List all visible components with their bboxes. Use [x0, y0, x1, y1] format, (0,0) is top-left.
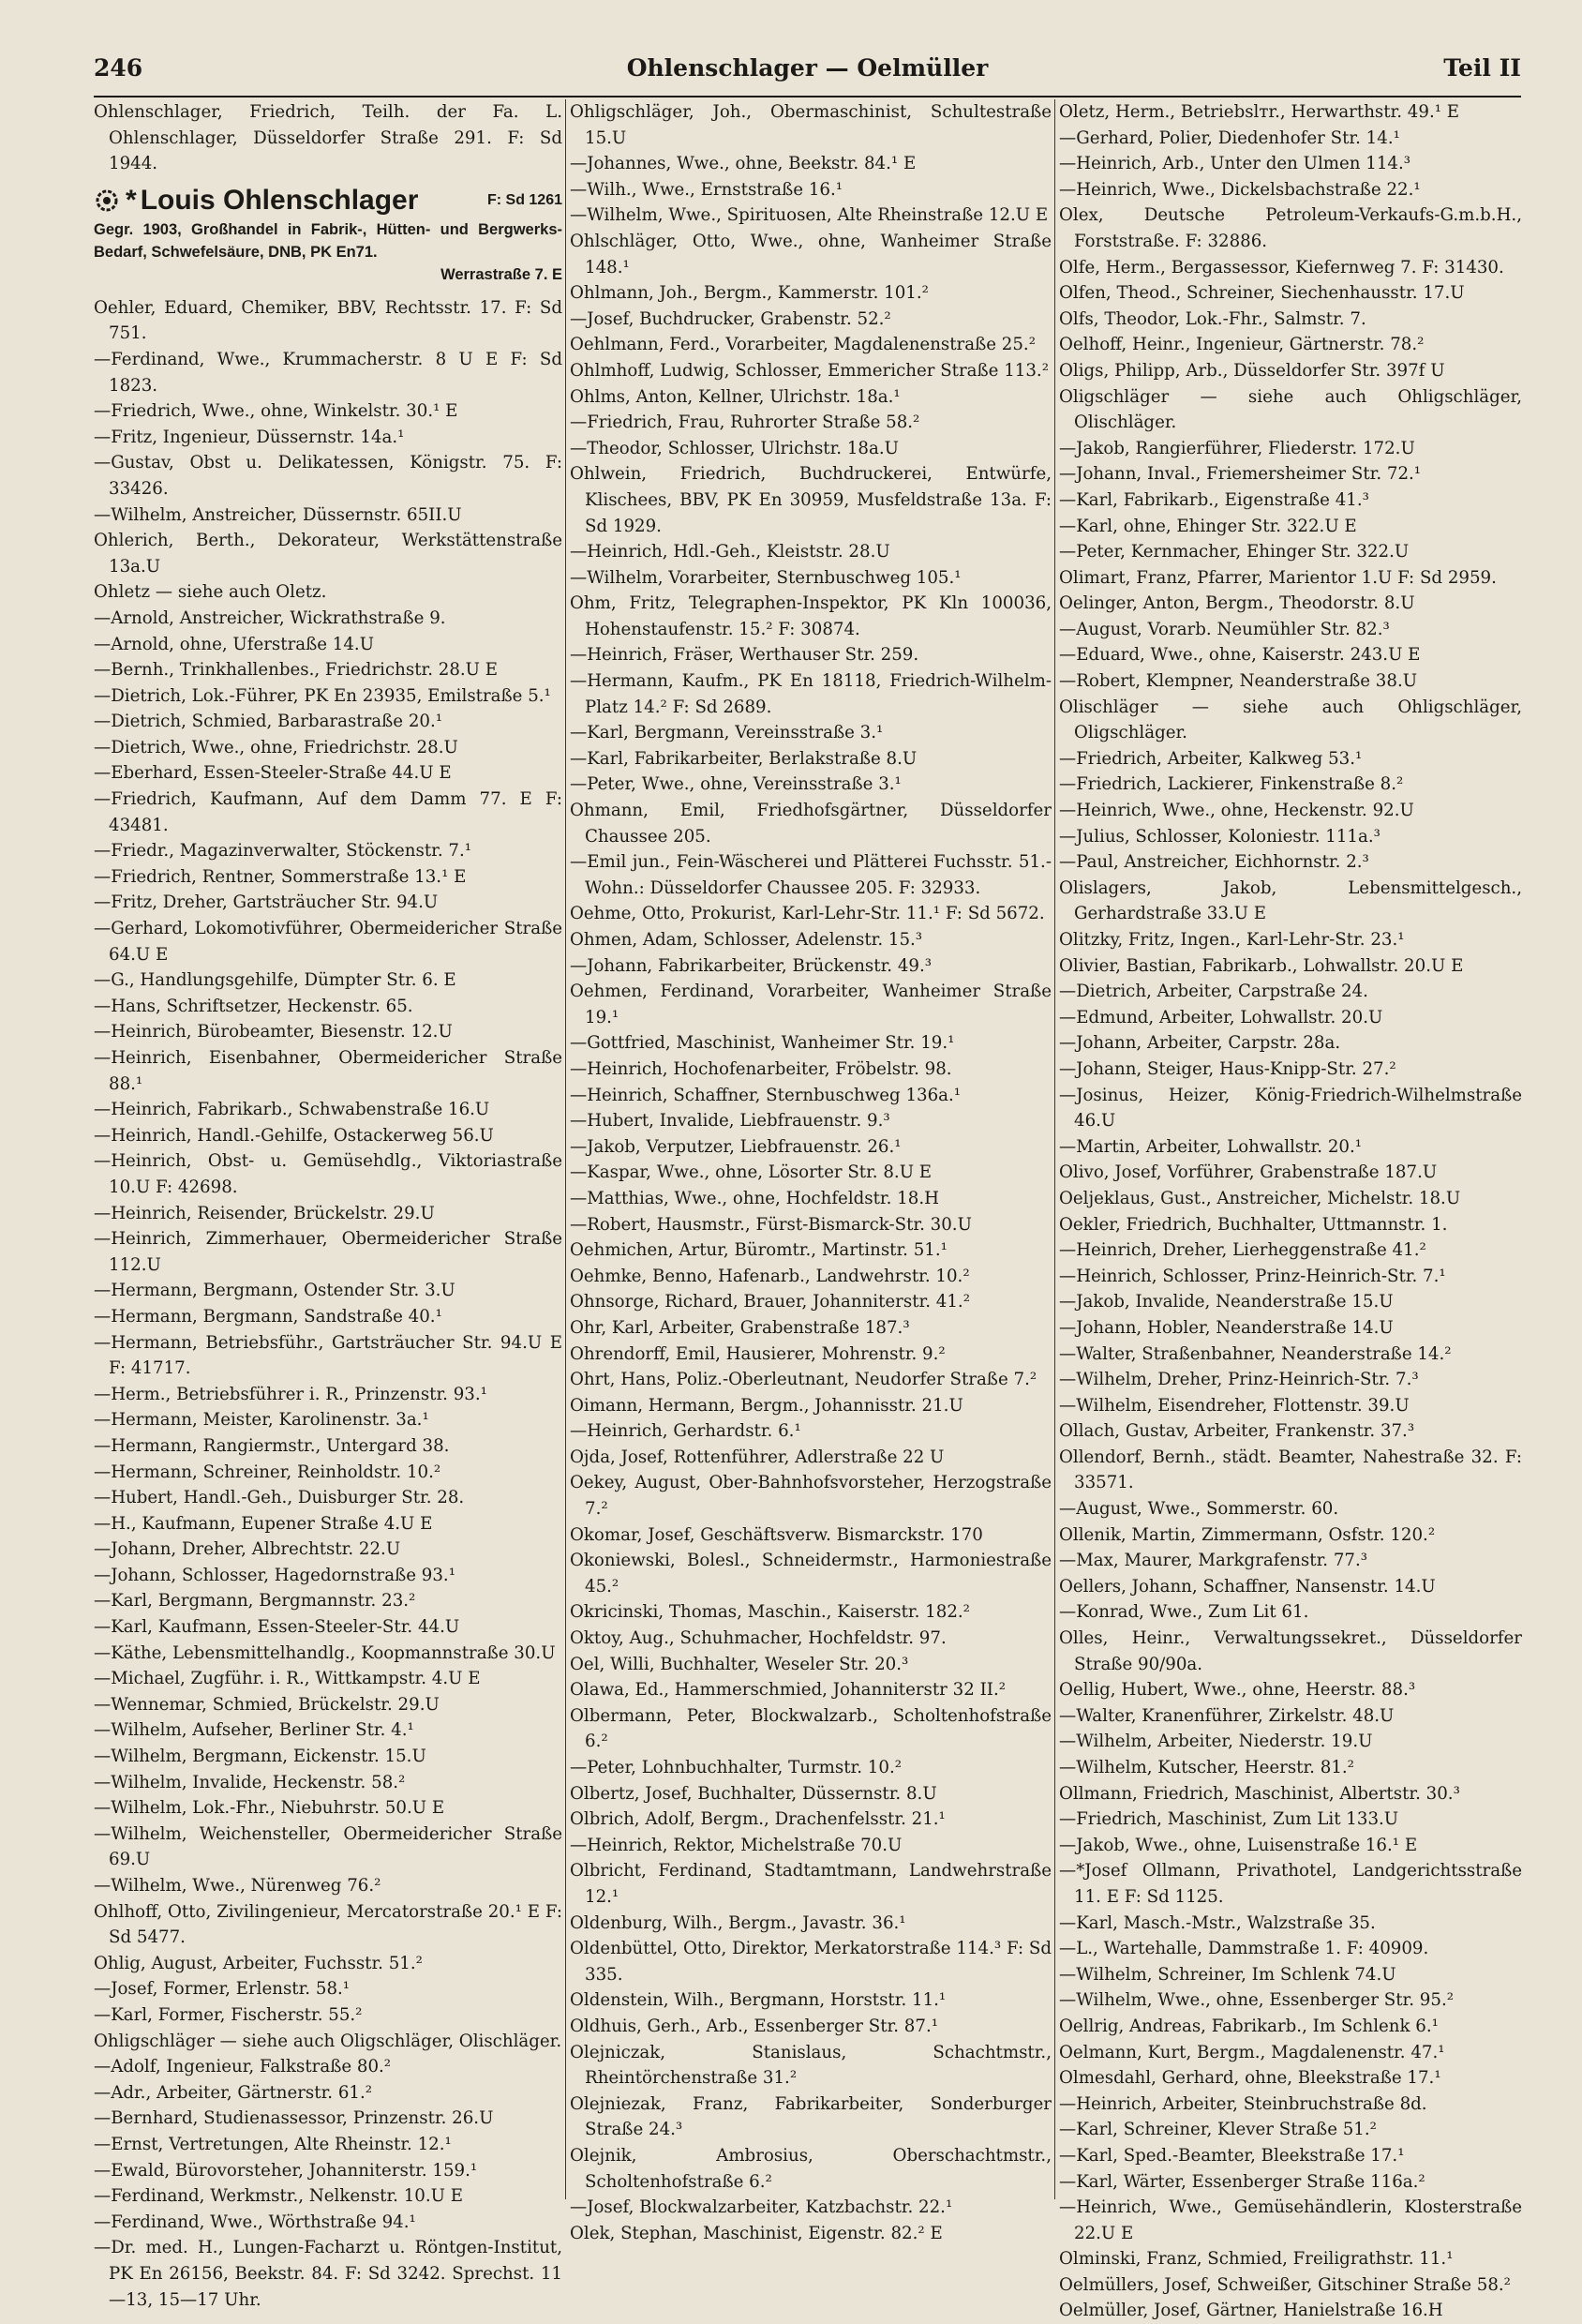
directory-entry: Ohlwein, Friedrich, Buchdruckerei, Entwürfe, Klischees, BBV, PK En 30959, Musfeldstraße 13a. F: Sd 1929. — [570, 464, 1052, 536]
column-divider — [565, 99, 566, 2199]
directory-entry: —Friedrich, Maschinist, Zum Lit 133.U — [1059, 1809, 1399, 1830]
directory-entry: —Wilhelm, Wwe., ohne, Essenberger Str. 95.² — [1059, 1990, 1455, 2011]
directory-entry: —Fritz, Ingenieur, Düssernstr. 14a.¹ — [94, 427, 405, 447]
directory-entry: —Peter, Kernmacher, Ehinger Str. 322.U — [1059, 542, 1410, 562]
directory-entry: —Karl, ohne, Ehinger Str. 322.U E — [1059, 516, 1357, 536]
directory-entry: Oelinger, Anton, Bergm., Theodorstr. 8.U — [1059, 593, 1415, 614]
directory-entry: —Walter, Kranenführer, Zirkelstr. 48.U — [1059, 1705, 1395, 1726]
directory-entry: Oellers, Johann, Schaffner, Nansenstr. 14.U — [1059, 1576, 1436, 1597]
directory-entry: —Karl, Schreiner, Klever Straße 51.² — [1059, 2120, 1377, 2140]
directory-entry: —Heinrich, Arbeiter, Steinbruchstraße 8d. — [1059, 2093, 1427, 2114]
directory-entry: —Karl, Bergmann, Vereinsstraße 3.¹ — [570, 723, 884, 743]
directory-entry: Ohrendorff, Emil, Hausierer, Mohrenstr. 9.² — [570, 1343, 946, 1364]
directory-entry: —Heinrich, Fräser, Werthauser Str. 259. — [570, 645, 919, 666]
directory-entry: Okoniewski, Bolesl., Schneidermstr., Harmoniestraße 45.² — [570, 1551, 1052, 1597]
directory-entry: —Friedrich, Wwe., ohne, Winkelstr. 30.¹ E — [94, 401, 458, 422]
directory-entry: —Heinrich, Arb., Unter den Ulmen 114.³ — [1059, 154, 1411, 174]
directory-entry: —Wilhelm, Dreher, Prinz-Heinrich-Str. 7.³ — [1059, 1370, 1419, 1390]
directory-entry: Olimart, Franz, Pfarrer, Marientor 1.U F: Sd 2959. — [1059, 567, 1497, 588]
page-number: 246 — [94, 54, 143, 82]
directory-entry: Olbricht, Ferdinand, Stadtamtmann, Landwehrstraße 12.¹ — [570, 1861, 1052, 1907]
directory-entry: —Heinrich, Hdl.-Geh., Kleiststr. 28.U — [570, 542, 890, 562]
directory-entry: Olek, Stephan, Maschinist, Eigenstr. 82.² E — [570, 2223, 943, 2243]
directory-entry: —Wilhelm, Vorarbeiter, Sternbuschweg 105.¹ — [570, 567, 962, 588]
directory-entry: Oelhoff, Heinr., Ingenieur, Gärtnerstr. 78.² — [1059, 335, 1425, 355]
directory-entry: Oehler, Eduard, Chemiker, BBV, Rechtsstr. 17. F: Sd 751. — [94, 297, 562, 344]
directory-entry: —Johann, Arbeiter, Carpstr. 28a. — [1059, 1033, 1341, 1054]
directory-entry: Ohlenschlager, Friedrich, Teilh. der Fa. L. Ohlenschlager, Düsseldorfer Straße 291. F: Sd 1944. — [94, 102, 562, 174]
directory-entry: Ohlms, Anton, Kellner, Ulrichstr. 18a.¹ — [570, 386, 901, 407]
section-label: Teil II — [1443, 54, 1521, 82]
ad-company-name: Louis Ohlenschlager — [140, 184, 419, 216]
directory-entry: —Heinrich, Fabrikarb., Schwabenstraße 16.U — [94, 1100, 490, 1120]
directory-entry: —Karl, Bergmann, Bergmannstr. 23.² — [94, 1591, 416, 1612]
running-title: Ohlenschlager — Oelmüller — [626, 54, 989, 82]
header-rule — [94, 96, 1521, 97]
directory-entry: Olfs, Theodor, Lok.-Fhr., Salmstr. 7. — [1059, 308, 1366, 329]
directory-entry: Ollmann, Friedrich, Maschinist, Albertstr. 30.³ — [1059, 1783, 1460, 1804]
directory-entry: Ollenik, Martin, Zimmermann, Osfstr. 120.² — [1059, 1524, 1436, 1545]
directory-entry: —Paul, Anstreicher, Eichhornstr. 2.³ — [1059, 852, 1369, 873]
directory-entry: —Josef, Blockwalzarbeiter, Katzbachstr. 22.¹ — [570, 2197, 953, 2218]
directory-entry: Olitzky, Fritz, Ingen., Karl-Lehr-Str. 23.¹ — [1059, 930, 1405, 950]
directory-entry: —Karl, Masch.-Mstr., Walzstraße 35. — [1059, 1912, 1376, 1933]
directory-entry: —Wilhelm, Schreiner, Im Schlenk 74.U — [1059, 1964, 1396, 1985]
directory-entry: —Karl, Fabrikarb., Eigenstraße 41.³ — [1059, 489, 1369, 510]
directory-entry: Oldenbüttel, Otto, Direktor, Merkatorstraße 114.³ F: Sd 335. — [570, 1939, 1052, 1985]
directory-entry: —Jakob, Invalide, Neanderstraße 15.U — [1059, 1292, 1394, 1312]
directory-entry: —Heinrich, Schaffner, Sternbuschweg 136a.¹ — [570, 1085, 962, 1105]
directory-entry: —Johann, Schlosser, Hagedornstraße 93.¹ — [94, 1565, 455, 1585]
directory-entry: Okomar, Josef, Geschäftsverw. Bismarckstr. 170 — [570, 1524, 983, 1545]
directory-entry: —Adr., Arbeiter, Gärtnerstr. 61.² — [94, 2082, 373, 2103]
page-header — [94, 54, 1521, 96]
directory-entry: —Eberhard, Essen-Steeler-Straße 44.U E — [94, 763, 452, 784]
directory-entry: —Dr. med. H., Lungen-Facharzt u. Röntgen-Institut, PK En 26156, Beekstr. 84. F: Sd 3242. Sprechst. 11—13, 15—17 Uhr. — [94, 2238, 562, 2310]
directory-entry: —Heinrich, Schlosser, Prinz-Heinrich-Str. 7.¹ — [1059, 1266, 1446, 1286]
directory-entry: Oehmen, Ferdinand, Vorarbeiter, Wanheimer Straße 19.¹ — [570, 982, 1052, 1027]
directory-entry: —Theodor, Schlosser, Ulrichstr. 18a.U — [570, 438, 899, 458]
directory-entry: —Heinrich, Wwe., Gemüsehändlerin, Klosterstraße 22.U E — [1059, 2197, 1522, 2243]
directory-entry: —Gerhard, Polier, Diedenhofer Str. 14.¹ — [1059, 127, 1400, 148]
directory-entry: Olejniczak, Stanislaus, Schachtmstr., Rheintörchenstraße 31.² — [570, 2042, 1052, 2089]
directory-entry: —Wilhelm, Anstreicher, Düssernstr. 65II.U — [94, 504, 462, 525]
directory-entry: —Wilhelm, Eisendreher, Flottenstr. 39.U — [1059, 1395, 1410, 1416]
directory-entry: —August, Vorarb. Neumühler Str. 82.³ — [1059, 619, 1390, 639]
directory-entry: —Friedr., Magazinverwalter, Stöckenstr. 7.¹ — [94, 841, 472, 862]
directory-entry: —Fritz, Dreher, Gartsträucher Str. 94.U — [94, 892, 439, 913]
company-logo-icon — [94, 187, 120, 214]
directory-entry: Olfen, Theod., Schreiner, Siechenhausstr. 17.U — [1059, 283, 1465, 304]
directory-entry: —Jakob, Wwe., ohne, Luisenstraße 16.¹ E — [1059, 1835, 1418, 1855]
directory-entry: Ohlmhoff, Ludwig, Schlosser, Emmericher Straße 113.² — [570, 360, 1049, 381]
directory-entry: —Wilhelm, Bergmann, Eickenstr. 15.U — [94, 1747, 426, 1767]
directory-entry: —Heinrich, Obst- u. Gemüsehdlg., Viktoriastraße 10.U F: 42698. — [94, 1151, 562, 1197]
directory-entry: —Matthias, Wwe., ohne, Hochfeldstr. 18.H — [570, 1188, 939, 1208]
directory-entry: —Hermann, Rangiermstr., Untergard 38. — [94, 1435, 450, 1456]
directory-entry: —Käthe, Lebensmittelhandlg., Koopmannstraße 30.U — [94, 1642, 556, 1663]
directory-entry: —Friedrich, Rentner, Sommerstraße 13.¹ E — [94, 866, 467, 887]
directory-entry: —Heinrich, Gerhardstr. 6.¹ — [570, 1421, 801, 1442]
directory-entry: Olbermann, Peter, Blockwalzarb., Scholtenhofstraße 6.² — [570, 1705, 1052, 1752]
directory-entry: Oeljeklaus, Gust., Anstreicher, Michelstr. 18.U — [1059, 1188, 1461, 1208]
directory-entry: —Adolf, Ingenieur, Falkstraße 80.² — [94, 2057, 392, 2077]
directory-entry: —Arnold, ohne, Uferstraße 14.U — [94, 634, 375, 654]
directory-entry: Olivo, Josef, Vorführer, Grabenstraße 187.U — [1059, 1162, 1438, 1183]
directory-entry: —Wilhelm, Aufseher, Berliner Str. 4.¹ — [94, 1720, 414, 1741]
directory-entry: —Friedrich, Lackierer, Finkenstraße 8.² — [1059, 774, 1404, 795]
directory-entry: Oligschläger — siehe auch Ohligschläger, Olischläger. — [1059, 386, 1522, 433]
directory-entry: —Wilhelm, Wwe., Spirituosen, Alte Rheinstraße 12.U E — [570, 205, 1049, 226]
directory-entry: —Hermann, Meister, Karolinenstr. 3a.¹ — [94, 1410, 429, 1431]
directory-entry: —Hans, Schriftsetzer, Heckenstr. 65. — [94, 996, 413, 1016]
directory-entry: Oehmichen, Artur, Büromtr., Martinstr. 51.¹ — [570, 1240, 948, 1261]
directory-entry: Ohligschläger — siehe auch Oligschläger, Olischläger. — [94, 2031, 562, 2051]
directory-entry: —Gerhard, Lokomotivführer, Obermeidericher Straße 64.U E — [94, 919, 562, 965]
directory-entry: —H., Kaufmann, Eupener Straße 4.U E — [94, 1513, 433, 1534]
directory-entry: Olejniezak, Franz, Fabrikarbeiter, Sonderburger Straße 24.³ — [570, 2093, 1052, 2140]
directory-entry: —Johann, Hobler, Neanderstraße 14.U — [1059, 1317, 1394, 1338]
ad-description: Gegr. 1903, Großhandel in Fabrik-, Hütten- und Bergwerks-Bedarf, Schwefelsäure, DNB, PK En71. — [94, 220, 562, 261]
directory-entry: Oel, Willi, Buchhalter, Weseler Str. 20.³ — [570, 1654, 909, 1674]
directory-entry: —Dietrich, Lok.-Führer, PK En 23935, Emilstraße 5.¹ — [94, 685, 551, 706]
directory-entry: —Arnold, Anstreicher, Wickrathstraße 9. — [94, 607, 446, 628]
directory-entry: —Ferdinand, Wwe., Krummacherstr. 8 U E F: Sd 1823. — [94, 349, 562, 396]
directory-entry: —Dietrich, Arbeiter, Carpstraße 24. — [1059, 982, 1368, 1002]
directory-entry: —Josinus, Heizer, König-Friedrich-Wilhelmstraße 46.U — [1059, 1085, 1522, 1132]
directory-entry: Olmesdahl, Gerhard, ohne, Bleekstraße 17.¹ — [1059, 2068, 1441, 2089]
directory-entry: —Michael, Zugführ. i. R., Wittkampstr. 4.U E — [94, 1669, 481, 1689]
directory-entry: Ohnsorge, Richard, Brauer, Johanniterstr. 41.² — [570, 1292, 970, 1312]
directory-entry: —Josef, Former, Erlenstr. 58.¹ — [94, 1979, 351, 2000]
directory-entry: Oletz, Herm., Betriebslтr., Herwarthstr. 49.¹ E — [1059, 102, 1460, 122]
directory-entry: Oldenstein, Wilh., Bergmann, Horststr. 11.¹ — [570, 1990, 947, 2011]
directory-entry: —Heinrich, Wwe., Dickelsbachstraße 22.¹ — [1059, 179, 1421, 200]
ad-address: Werrastraße 7. E — [440, 265, 562, 283]
directory-entry: Ohmen, Adam, Schlosser, Adelenstr. 15.³ — [570, 930, 923, 950]
directory-entry: —Hermann, Schreiner, Reinholdstr. 10.² — [94, 1462, 441, 1482]
directory-entry: —Hermann, Kaufm., PK En 18118, Friedrich-Wilhelm-Platz 14.² F: Sd 2689. — [570, 671, 1052, 717]
directory-entry: Ohlschläger, Otto, Wwe., ohne, Wanheimer Straße 148.¹ — [570, 231, 1052, 277]
directory-entry: —Heinrich, Zimmerhauer, Obermeidericher Straße 112.U — [94, 1229, 562, 1275]
directory-entry: —Bernh., Trinkhallenbes., Friedrichstr. 28.U E — [94, 660, 499, 681]
directory-entry: —Karl, Fabrikarbeiter, Berlakstraße 8.U — [570, 748, 918, 769]
directory-entry: —L., Wartehalle, Dammstraße 1. F: 40909. — [1059, 1939, 1429, 1959]
directory-entry: —Hermann, Betriebsführ., Gartsträucher Str. 94.U E F: 41717. — [94, 1332, 562, 1379]
column-1 — [94, 99, 562, 2310]
directory-entry: —Bernhard, Studienassessor, Prinzenstr. 26.U — [94, 2108, 494, 2129]
directory-entry: Olivier, Bastian, Fabrikarb., Lohwallstr. 20.U E — [1059, 955, 1464, 976]
directory-entry: —Ferdinand, Wwe., Wörthstraße 94.¹ — [94, 2212, 416, 2232]
directory-entry: Olles, Heinr., Verwaltungssekret., Düsseldorfer Straße 90/90a. — [1059, 1628, 1522, 1674]
directory-entry: —Wilhelm, Wwe., Nürenweg 76.² — [94, 1876, 381, 1896]
directory-entry: —Hubert, Handl.-Geh., Duisburger Str. 28. — [94, 1488, 465, 1508]
directory-entry: —Hubert, Invalide, Liebfrauenstr. 9.³ — [570, 1111, 890, 1132]
directory-entry: —Emil jun., Fein-Wäscherei und Plätterei Fuchsstr. 51.- Wohn.: Düsseldorfer Chaussee 205. F: 32933. — [570, 852, 1052, 898]
directory-entry: Olfe, Herm., Bergassessor, Kiefernweg 7. F: 31430. — [1059, 257, 1504, 277]
directory-entry: —Wilhelm, Invalide, Heckenstr. 58.² — [94, 1772, 406, 1792]
directory-entry: —Dietrich, Wwe., ohne, Friedrichstr. 28.U — [94, 737, 458, 757]
directory-entry: —Friedrich, Kaufmann, Auf dem Damm 77. E F: 43481. — [94, 789, 562, 835]
directory-entry: —Karl, Sped.-Beamter, Bleekstraße 17.¹ — [1059, 2145, 1405, 2166]
directory-entry: Ohlig, August, Arbeiter, Fuchsstr. 51.² — [94, 1953, 423, 1973]
directory-entry: Ohmann, Emil, Friedhofsgärtner, Düsseldorfer Chaussee 205. — [570, 801, 1052, 847]
column-3 — [1059, 99, 1522, 2321]
directory-entry: Oehlmann, Ferd., Vorarbeiter, Magdalenenstraße 25.² — [570, 335, 1037, 355]
directory-entry: Olex, Deutsche Petroleum-Verkaufs-G.m.b.H., Forststraße. F: 32886. — [1059, 205, 1522, 251]
directory-entry: Olawa, Ed., Hammerschmied, Johanniterstr 32 II.² — [570, 1680, 1007, 1701]
directory-entry: Ohr, Karl, Arbeiter, Grabenstraße 187.³ — [570, 1317, 910, 1338]
directory-entry: Oellig, Hubert, Wwe., ohne, Heerstr. 88.³ — [1059, 1680, 1416, 1701]
directory-entry: Oelmüllers, Josef, Schweißer, Gitschiner Straße 58.² — [1059, 2274, 1511, 2295]
directory-entry: —Gustav, Obst u. Delikatessen, Königstr. 75. F: 33426. — [94, 453, 562, 499]
directory-entry: Olischläger — siehe auch Ohligschläger, Oligschläger. — [1059, 697, 1522, 743]
directory-entry: —Dietrich, Schmied, Barbarastraße 20.¹ — [94, 712, 443, 732]
directory-entry: —*Josef Ollmann, Privathotel, Landgerichtsstraße 11. E F: Sd 1125. — [1059, 1861, 1522, 1907]
directory-entry: Oekler, Friedrich, Buchhalter, Uttmannstr. 1. — [1059, 1214, 1448, 1235]
directory-entry: —Wilhelm, Lok.-Fhr., Niebuhrstr. 50.U E — [94, 1798, 445, 1819]
directory-entry: Oligs, Philipp, Arb., Düsseldorfer Str. 397f U — [1059, 360, 1445, 381]
directory-entry: —Heinrich, Eisenbahner, Obermeidericher Straße 88.¹ — [94, 1048, 562, 1094]
directory-entry: —Friedrich, Frau, Ruhrorter Straße 58.² — [570, 412, 920, 433]
directory-entry: Ollendorf, Bernh., städt. Beamter, Nahestraße 32. F: 33571. — [1059, 1447, 1522, 1493]
directory-entry: —Wilh., Wwe., Ernststraße 16.¹ — [570, 179, 843, 200]
directory-entry: —Josef, Buchdrucker, Grabenstr. 52.² — [570, 308, 891, 329]
directory-entry: —Heinrich, Handl.-Gehilfe, Ostackerweg 56.U — [94, 1125, 494, 1146]
directory-entry: —Kaspar, Wwe., ohne, Lösorter Str. 8.U E — [570, 1162, 933, 1183]
directory-entry: Oktoy, Aug., Schuhmacher, Hochfeldstr. 97. — [570, 1628, 947, 1649]
directory-entry: Olbertz, Josef, Buchhalter, Düssernstr. 8.U — [570, 1783, 937, 1804]
directory-entry: —Karl, Wärter, Essenberger Straße 116a.² — [1059, 2171, 1425, 2192]
directory-entry: —Max, Maurer, Markgrafenstr. 77.³ — [1059, 1551, 1368, 1571]
directory-entry: —Herm., Betriebsführer i. R., Prinzenstr. 93.¹ — [94, 1384, 487, 1404]
directory-entry: —Johann, Fabrikarbeiter, Brückenstr. 49.³ — [570, 955, 933, 976]
directory-entry: —Ferdinand, Werkmstr., Nelkenstr. 10.U E — [94, 2186, 464, 2207]
directory-entry: Ohlhoff, Otto, Zivilingenieur, Mercatorstraße 20.¹ E F: Sd 5477. — [94, 1901, 562, 1948]
directory-entry: —Robert, Hausmstr., Fürst-Bismarck-Str. 30.U — [570, 1214, 972, 1235]
directory-entry: —Jakob, Rangierführer, Fliederstr. 172.U — [1059, 438, 1415, 458]
directory-entry: Ojda, Josef, Rottenführer, Adlerstraße 22 U — [570, 1447, 945, 1467]
directory-entry: —Martin, Arbeiter, Lohwallstr. 20.¹ — [1059, 1136, 1363, 1157]
column-divider — [1054, 99, 1055, 2199]
directory-entry: —Heinrich, Bürobeamter, Biesenstr. 12.U — [94, 1022, 453, 1042]
directory-entry: —Wennemar, Schmied, Brückelstr. 29.U — [94, 1694, 440, 1715]
directory-entry: Ohlmann, Joh., Bergm., Kammerstr. 101.² — [570, 283, 929, 304]
directory-entry: Oellrig, Andreas, Fabrikarb., Im Schlenk 6.¹ — [1059, 2016, 1439, 2036]
directory-entry: —Johann, Steiger, Haus-Knipp-Str. 27.² — [1059, 1058, 1396, 1079]
directory-entry: Ohm, Fritz, Telegraphen-Inspektor, PK Kln 100036, Hohenstaufenstr. 15.² F: 30874. — [570, 593, 1052, 639]
directory-entry: —Johann, Inval., Friemersheimer Str. 72.¹ — [1059, 464, 1422, 485]
directory-entry: —Robert, Klempner, Neanderstraße 38.U — [1059, 671, 1418, 692]
directory-entry: —Jakob, Verputzer, Liebfrauenstr. 26.¹ — [570, 1136, 902, 1157]
directory-entry: Oimann, Hermann, Bergm., Johannisstr. 21.U — [570, 1395, 963, 1416]
directory-entry: Oldenburg, Wilh., Bergm., Javastr. 36.¹ — [570, 1912, 906, 1933]
directory-entry: —Peter, Lohnbuchhalter, Turmstr. 10.² — [570, 1758, 903, 1777]
directory-entry: Oekey, August, Ober-Bahnhofsvorsteher, Herzogstraße 7.² — [570, 1473, 1052, 1520]
directory-entry: —August, Wwe., Sommerstr. 60. — [1059, 1499, 1339, 1520]
directory-entry: Oldhuis, Gerh., Arb., Essenberger Str. 87.¹ — [570, 2016, 939, 2036]
directory-entry: —Ewald, Bürovorsteher, Johanniterstr. 159.¹ — [94, 2160, 478, 2181]
directory-entry: —Heinrich, Rektor, Michelstraße 70.U — [570, 1835, 903, 1855]
directory-entry: —Karl, Kaufmann, Essen-Steeler-Str. 44.U — [94, 1617, 460, 1638]
directory-entry: —Hermann, Bergmann, Sandstraße 40.¹ — [94, 1306, 442, 1327]
directory-entry: —Julius, Schlosser, Koloniestr. 111a.³ — [1059, 826, 1381, 847]
directory-entry: —Ernst, Vertretungen, Alte Rheinstr. 12.¹ — [94, 2134, 452, 2154]
directory-entry: Ohlerich, Berth., Dekorateur, Werkstättenstraße 13a.U — [94, 531, 562, 577]
directory-entry: Olminski, Franz, Schmied, Freiligrathstr. 11.¹ — [1059, 2249, 1454, 2270]
directory-entry: Okricinski, Thomas, Maschin., Kaiserstr. 182.² — [570, 1602, 970, 1623]
directory-entry: —Heinrich, Dreher, Lierheggenstraße 41.² — [1059, 1240, 1426, 1261]
directory-entry: —Karl, Former, Fischerstr. 55.² — [94, 2004, 363, 2025]
directory-entry: Olbrich, Adolf, Bergm., Drachenfelsstr. 21.¹ — [570, 1809, 946, 1830]
directory-entry: —Wilhelm, Weichensteller, Obermeidericher Straße 69.U — [94, 1823, 562, 1870]
directory-entry: Oehmke, Benno, Hafenarb., Landwehrstr. 10.² — [570, 1266, 970, 1286]
directory-entry: Olejnik, Ambrosius, Oberschachtmstr., Scholtenhofstraße 6.² — [570, 2145, 1052, 2192]
directory-entry: —Wilhelm, Arbeiter, Niederstr. 19.U — [1059, 1732, 1373, 1752]
directory-entry: —Wilhelm, Kutscher, Heerstr. 81.² — [1059, 1758, 1354, 1777]
directory-entry: —Peter, Wwe., ohne, Vereinsstraße 3.¹ — [570, 774, 902, 795]
directory-entry: —Friedrich, Arbeiter, Kalkweg 53.¹ — [1059, 748, 1363, 769]
directory-entry: Olislagers, Jakob, Lebensmittelgesch., Gerhardstraße 33.U E — [1059, 877, 1522, 924]
directory-entry: Ollach, Gustav, Arbeiter, Frankenstr. 37.³ — [1059, 1421, 1415, 1442]
directory-entry: Oelmüller, Josef, Gärtner, Hanielstraße 16.H — [1059, 2301, 1443, 2321]
column-2 — [570, 99, 1052, 2243]
directory-entry: Ohligschläger, Joh., Obermaschinist, Schultestraße 15.U — [570, 102, 1052, 148]
directory-entry: —G., Handlungsgehilfe, Dümpter Str. 6. E — [94, 970, 456, 991]
directory-entry: —Heinrich, Wwe., ohne, Heckenstr. 92.U — [1059, 801, 1414, 821]
directory-entry: —Konrad, Wwe., Zum Lit 61. — [1059, 1602, 1309, 1623]
ad-phone: F: Sd 1261 — [486, 191, 562, 208]
directory-entry: —Edmund, Arbeiter, Lohwallstr. 20.U — [1059, 1007, 1383, 1027]
directory-entry: Oelmann, Kurt, Bergm., Magdalenenstr. 47.¹ — [1059, 2042, 1445, 2062]
directory-entry: —Gottfried, Maschinist, Wanheimer Str. 19.¹ — [570, 1033, 955, 1054]
directory-entry: —Hermann, Bergmann, Ostender Str. 3.U — [94, 1281, 455, 1301]
directory-entry: —Heinrich, Hochofenarbeiter, Fröbelstr. 98. — [570, 1058, 952, 1079]
directory-entry: —Johann, Dreher, Albrechtstr. 22.U — [94, 1539, 401, 1560]
advertisement-entry: * Louis Ohlenschlager F: Sd 1261 Gegr. 1903, Großhandel in Fabrik-, Hütten- und Bergwerks-Bedarf, Schwefelsäure, DNB, PK En71. Werrastraße 7. E — [94, 183, 562, 286]
directory-entry: —Johannes, Wwe., ohne, Beekstr. 84.¹ E — [570, 154, 917, 174]
directory-entry: Ohletz — siehe auch Oletz. — [94, 582, 327, 603]
directory-entry: —Walter, Straßenbahner, Neanderstraße 14.² — [1059, 1343, 1452, 1364]
directory-entry: Ohrt, Hans, Poliz.-Oberleutnant, Neudorfer Straße 7.² — [570, 1370, 1037, 1390]
directory-entry: —Eduard, Wwe., ohne, Kaiserstr. 243.U E — [1059, 645, 1421, 666]
directory-entry: —Heinrich, Reisender, Brückelstr. 29.U — [94, 1203, 435, 1223]
directory-entry: Oehme, Otto, Prokurist, Karl-Lehr-Str. 11.¹ F: Sd 5672. — [570, 904, 1045, 924]
